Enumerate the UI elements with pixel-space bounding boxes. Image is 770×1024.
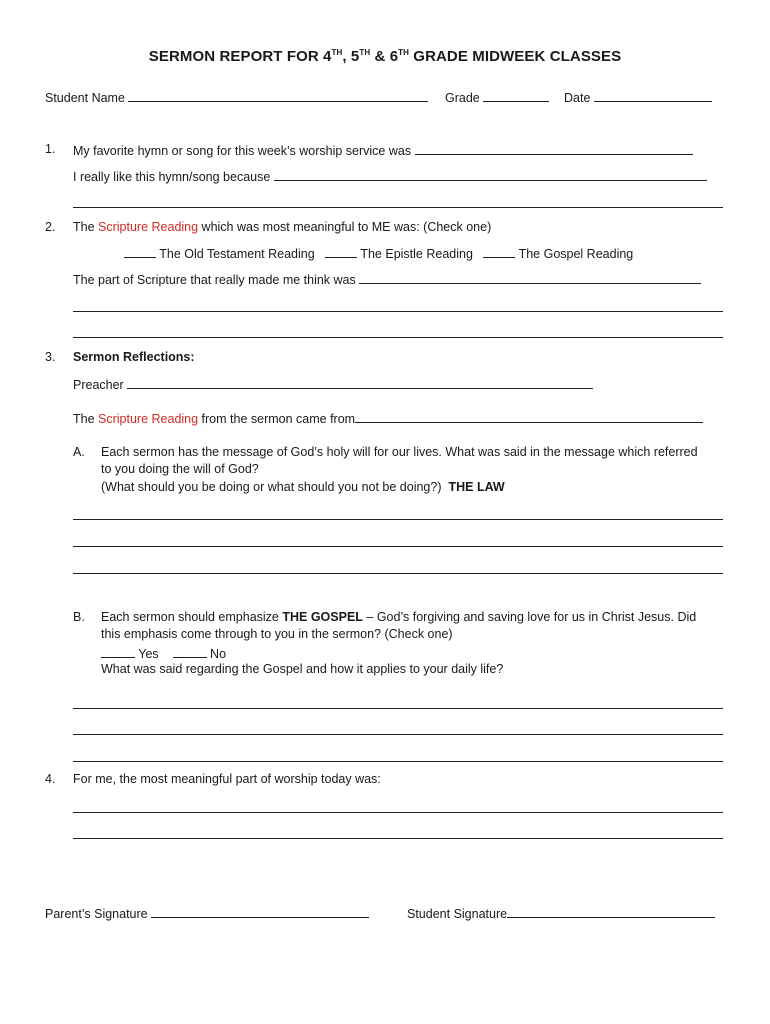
title-sup: TH: [331, 48, 343, 57]
q3a-answer-line[interactable]: [73, 546, 723, 547]
student-signature-label: Student Signature: [407, 907, 508, 921]
q2-scripture-highlight: Scripture Reading: [98, 220, 199, 234]
q3a-answer-line[interactable]: [73, 519, 723, 520]
preacher-label: Preacher: [73, 378, 124, 392]
parent-signature-field[interactable]: [151, 905, 369, 918]
q1-because-text: I really like this hymn/song because: [73, 170, 271, 184]
q2-part-row: [73, 271, 701, 287]
q1-line2: [73, 168, 707, 184]
option-old-testament-check[interactable]: [124, 245, 156, 258]
option-epistle-check[interactable]: [325, 245, 357, 258]
q3a-line2: to you doing the will of God?: [101, 462, 259, 476]
q2-text: which was most meaningful to ME was: (Check one): [198, 220, 492, 234]
q3-scripture-field[interactable]: [355, 410, 703, 423]
q2-part-field[interactable]: [359, 271, 701, 284]
q2-prompt: [73, 220, 491, 234]
q1-answer-line[interactable]: [73, 207, 723, 208]
q3a-line3: [101, 480, 505, 494]
q3a-text: (What should you be doing or what should you not be doing?): [101, 480, 442, 494]
q1-text: My favorite hymn or song for this week’s worship service was: [73, 144, 412, 158]
q4-number: 4.: [45, 772, 56, 786]
title-part: SERMON REPORT FOR 4: [148, 48, 332, 65]
q4-answer-line[interactable]: [73, 838, 723, 839]
option-gospel-label: The Gospel Reading: [518, 247, 634, 261]
parent-signature-row: [45, 905, 369, 921]
q2-answer-line[interactable]: [73, 337, 723, 338]
page-title: [0, 48, 770, 65]
option-epistle-label: The Epistle Reading: [360, 247, 473, 261]
q3b-text: Each sermon should emphasize: [101, 610, 283, 624]
q3-scripture-highlight: Scripture Reading: [98, 412, 199, 426]
option-old-testament-label: The Old Testament Reading: [159, 247, 315, 261]
q3-scripture-row: [73, 410, 703, 426]
preacher-field[interactable]: [127, 376, 593, 389]
student-name-field[interactable]: [128, 89, 428, 102]
q3a-line1: Each sermon has the message of God’s holy will for our lives. What was said in the message which referred: [101, 445, 698, 459]
the-gospel-label: THE GOSPEL: [282, 610, 363, 624]
q1-because-field[interactable]: [274, 168, 707, 181]
title-part: , 5: [342, 48, 360, 65]
q3-text: from the sermon came from: [198, 412, 356, 426]
title-part: GRADE MIDWEEK CLASSES: [409, 48, 622, 65]
yes-check[interactable]: [101, 645, 135, 658]
student-name-label: Student Name: [45, 91, 125, 105]
the-law-label: THE LAW: [448, 480, 505, 494]
q3b-line2: this emphasis come through to you in the sermon? (Check one): [101, 627, 453, 641]
q2-options: [124, 245, 633, 261]
q2-part-label: The part of Scripture that really made me think was: [73, 273, 356, 287]
q4-answer-line[interactable]: [73, 812, 723, 813]
preacher-row: [73, 376, 593, 392]
q1-line1: [73, 142, 693, 158]
yes-label: Yes: [138, 647, 159, 661]
title-sup: TH: [359, 48, 371, 57]
q2-number: 2.: [45, 220, 56, 234]
q3b-yes-no-row: [101, 645, 226, 661]
q3b-line4: What was said regarding the Gospel and how it applies to your daily life?: [101, 662, 504, 676]
q3b-answer-line[interactable]: [73, 761, 723, 762]
q1-hymn-field[interactable]: [415, 142, 693, 155]
student-name-row: [45, 89, 428, 105]
q3b-line1: [101, 610, 696, 624]
q3b-letter: B.: [73, 610, 85, 624]
date-label: Date: [564, 91, 591, 105]
q3a-letter: A.: [73, 445, 85, 459]
no-label: No: [210, 647, 227, 661]
q3-heading: Sermon Reflections:: [73, 350, 195, 364]
no-check[interactable]: [173, 645, 207, 658]
q4-text: For me, the most meaningful part of worship today was:: [73, 772, 381, 786]
title-sup: TH: [398, 48, 410, 57]
title-part: & 6: [370, 48, 399, 65]
student-signature-row: [407, 905, 715, 921]
q3-text: The: [73, 412, 99, 426]
parent-signature-label: Parent’s Signature: [45, 907, 148, 921]
q1-number: 1.: [45, 142, 56, 156]
q3-number: 3.: [45, 350, 56, 364]
q3b-text: – God’s forgiving and saving love for us in Christ Jesus. Did: [362, 610, 697, 624]
q2-answer-line[interactable]: [73, 311, 723, 312]
grade-field[interactable]: [483, 89, 549, 102]
q3a-answer-line[interactable]: [73, 573, 723, 574]
q3b-answer-line[interactable]: [73, 734, 723, 735]
option-gospel-check[interactable]: [483, 245, 515, 258]
q2-text: The: [73, 220, 99, 234]
grade-row: [445, 89, 549, 105]
date-row: [564, 89, 712, 105]
date-field[interactable]: [594, 89, 712, 102]
grade-label: Grade: [445, 91, 480, 105]
student-signature-field[interactable]: [507, 905, 715, 918]
q3b-answer-line[interactable]: [73, 708, 723, 709]
